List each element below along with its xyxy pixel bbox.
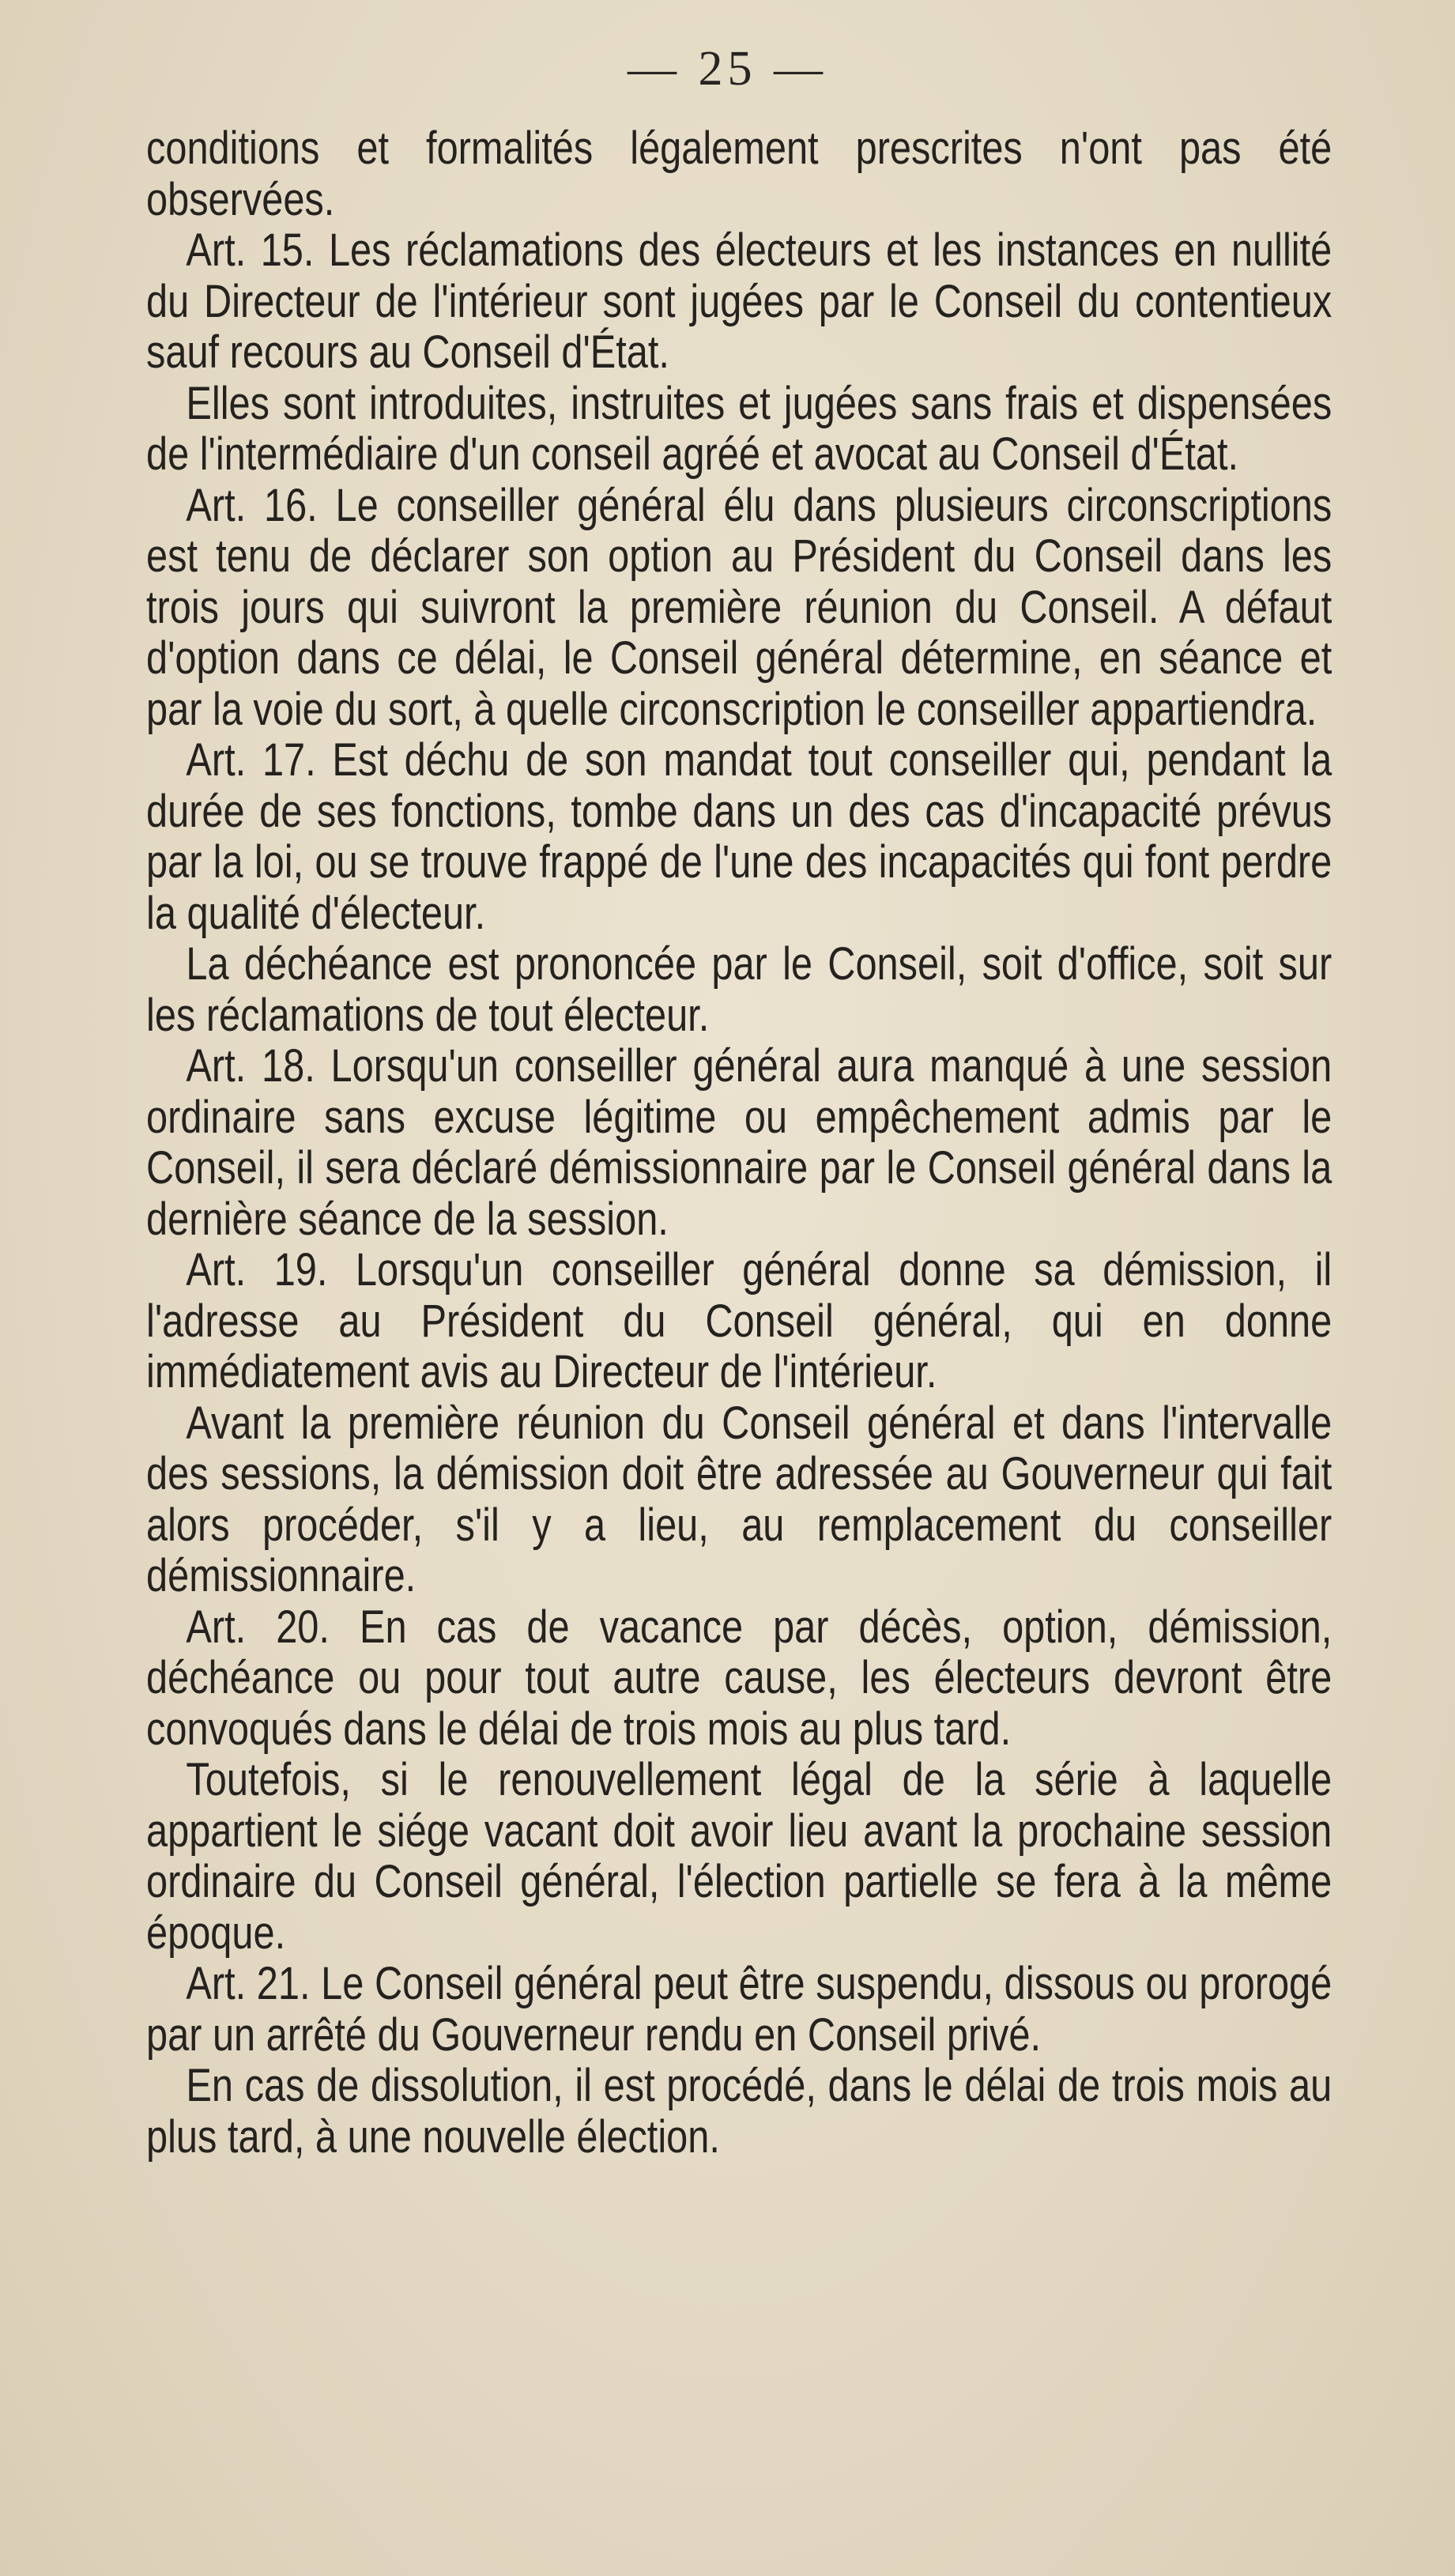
body-text	[146, 123, 1332, 2163]
paragraph-art-21-dissolution: En cas de dissolution, il est procédé, dans le délai de trois mois au plus tard, à une nouvelle élection.	[146, 2060, 1332, 2163]
paragraph-art-15: Art. 15. Les réclamations des électeurs et les instances en nullité du Directeur de l'intérieur sont jugées par le Conseil du contentieux sauf recours au Conseil d'État.	[146, 224, 1332, 378]
paragraph-art-19: Art. 19. Lorsqu'un conseiller général donne sa démission, il l'adresse au Président du Conseil général, qui en donne immédiatement avis au Directeur de l'intérieur.	[146, 1244, 1332, 1397]
paragraph-art-20-renouvellement: Toutefois, si le renouvellement légal de la série à laquelle appartient le siége vacant doit avoir lieu avant la prochaine session ordinaire du Conseil général, l'élection partielle se fera à la même époque.	[146, 1754, 1332, 1959]
paragraph-art-17-decheance: La déchéance est prononcée par le Conseil, soit d'office, soit sur les réclamations de tout électeur.	[146, 938, 1332, 1041]
paragraph-art-17: Art. 17. Est déchu de son mandat tout conseiller qui, pendant la durée de ses fonctions, tombe dans un des cas d'incapacité prévus par la loi, ou se trouve frappé de l'une des incapacités qui font perdre la qualité d'électeur.	[146, 734, 1332, 939]
paragraph-art-21: Art. 21. Le Conseil général peut être suspendu, dissous ou prorogé par un arrêté du Gouverneur rendu en Conseil privé.	[146, 1958, 1332, 2061]
paragraph-art-16: Art. 16. Le conseiller général élu dans plusieurs circonscriptions est tenu de déclarer son option au Président du Conseil dans les trois jours qui suivront la première réunion du Conseil. A défaut d'option dans ce délai, le Conseil général détermine, en séance et par la voie du sort, à quelle circonscription le conseiller appartiendra.	[146, 479, 1332, 735]
paragraph-art-18: Art. 18. Lorsqu'un conseiller général aura manqué à une session ordinaire sans excuse légitime ou empêchement admis par le Conseil, il sera déclaré démissionnaire par le Conseil général dans la dernière séance de la session.	[146, 1040, 1332, 1245]
paragraph-art-15-procedure: Elles sont introduites, instruites et jugées sans frais et dispensées de l'intermédiaire d'un conseil agréé et avocat au Conseil d'État.	[146, 377, 1332, 480]
paragraph-art-19-intervalle: Avant la première réunion du Conseil général et dans l'intervalle des sessions, la démission doit être adressée au Gouverneur qui fait alors procéder, s'il y a lieu, au remplacement du conseiller démissionnaire.	[146, 1397, 1332, 1601]
page-number: — 25 —	[628, 42, 827, 96]
paragraph-art-20: Art. 20. En cas de vacance par décès, option, démission, déchéance ou pour tout autre cause, les électeurs devront être convoqués dans le délai de trois mois au plus tard.	[146, 1601, 1332, 1755]
paragraph-continuation: conditions et formalités légalement prescrites n'ont pas été observées.	[146, 123, 1332, 225]
